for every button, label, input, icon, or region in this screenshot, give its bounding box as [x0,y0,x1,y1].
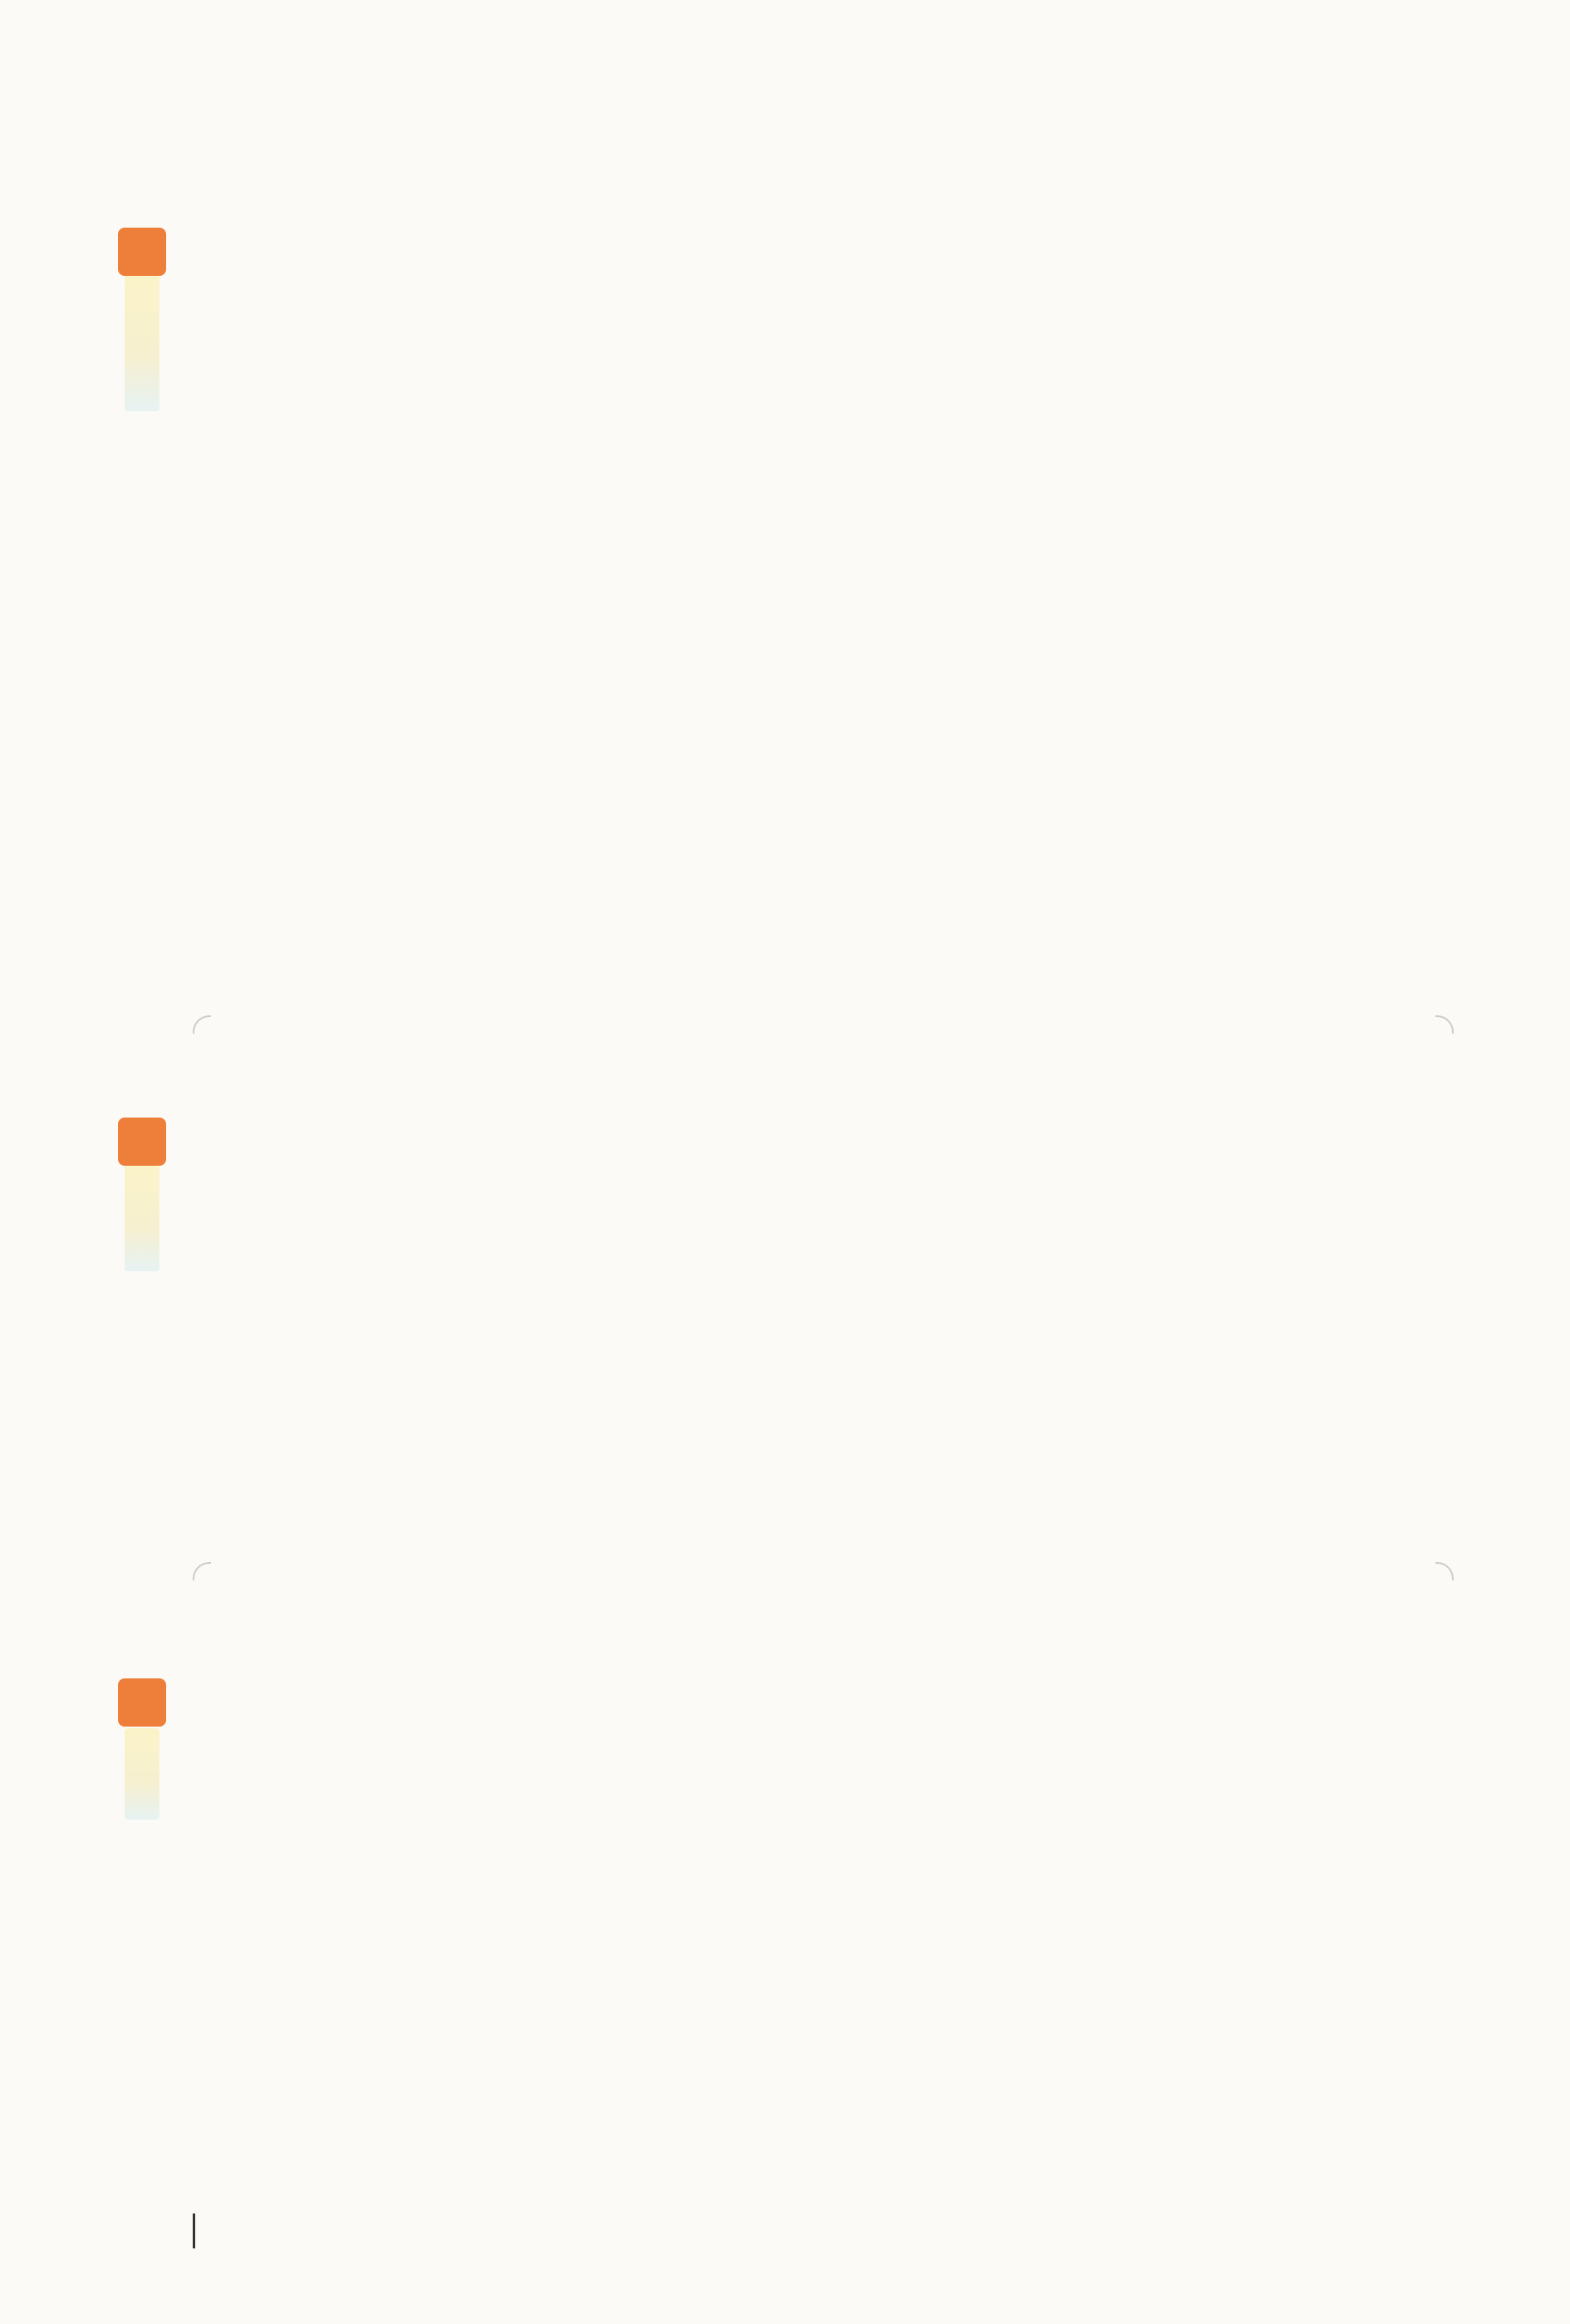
side-strip [125,1163,159,1271]
section-tag-pian [118,1678,166,1727]
side-strip [125,1728,159,1820]
corner-mark [1435,1562,1454,1580]
corner-mark [193,1562,211,1580]
corner-mark [193,1015,211,1034]
side-strip [125,274,159,411]
corner-mark [1435,1015,1454,1034]
footer-divider [193,2213,195,2248]
section-tag-ju [118,1118,166,1166]
section-tag-ci [118,228,166,276]
